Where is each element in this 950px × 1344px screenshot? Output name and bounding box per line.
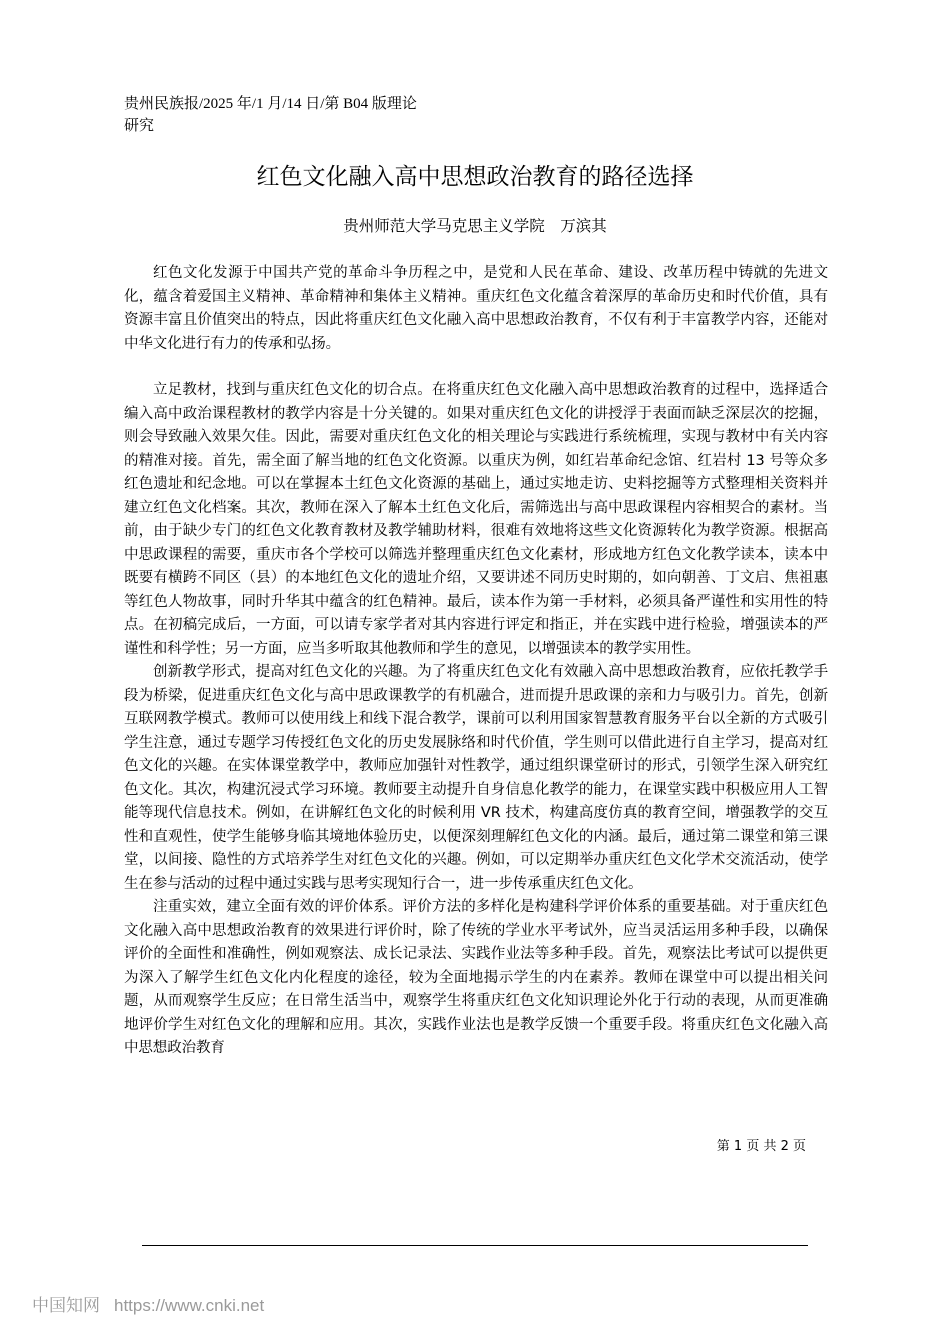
article-title: 红色文化融入高中思想政治教育的路径选择: [256, 164, 694, 190]
article-body: [124, 262, 828, 1061]
paragraph-teaching-form: 创新教学形式，提高对红色文化的兴趣。为了将重庆红色文化有效融入高中思想政治教育，应依托教学手段为桥梁，促进重庆红色文化与高中思政课教学的有机融合，进而提升思政课的亲和力与吸引力。首先，创新互联网教学模式。教师可以使用线上和线下混合教学，课前可以利用国家智慧教育服务平台以全新的方式吸引学生注意，通过专题学习传授红色文化的历史发展脉络和时代价值，学生则可以借此进行自主学习，提高对红色文化的兴趣。在实体课堂教学中，教师应加强针对性教学，通过组织课堂研讨的形式，引领学生深入研究红色文化。其次，构建沉浸式学习环境。教师要主动提升自身信息化教学的能力，在课堂实践中积极应用人工智能等现代信息技术。例如，在讲解红色文化的时候利用 VR 技术，构建高度仿真的教育空间，增强教学的交互性和直观性，使学生能够身临其境地体验历史，以便深刻理解红色文化的内涵。最后，通过第二课堂和第三课堂，以间接、隐性的方式培养学生对红色文化的兴趣。例如，可以定期举办重庆红色文化学术交流活动，使学生在参与活动的过程中通过实践与思考实现知行合一，进一步传承重庆红色文化。: [124, 664, 828, 892]
source-line: 贵州民族报/2025 年/1 月/14 日/第 B04 版理论研究: [124, 96, 417, 134]
paragraph-textbook: 立足教材，找到与重庆红色文化的切合点。在将重庆红色文化融入高中思想政治教育的过程中，选择适合编入高中政治课程教材的教学内容是十分关键的。如果对重庆红色文化的讲授浮于表面而缺乏深层次的挖掘，则会导致融入效果欠佳。因此，需要对重庆红色文化的相关理论与实践进行系统梳理，实现与教材中有关内容的精准对接。首先，需全面了解当地的红色文化资源。以重庆为例，如红岩革命纪念馆、红岩村 13 号等众多红色遗址和纪念地。可以在掌握本土红色文化资源的基础上，通过实地走访、史料挖掘等方式整理相关资料并建立红色文化档案。其次，教师在深入了解本土红色文化后，需筛选出与高中思政课程内容相契合的素材。当前，由于缺少专门的红色文化教育教材及教学辅助材料，很难有效地将这些文化资源转化为教学资源。根据高中思政课程的需要，重庆市各个学校可以筛选并整理重庆红色文化素材，形成地方红色文化教学读本，读本中既要有横跨不同区（县）的本地红色文化的遗址介绍，又要讲述不同历史时期的，如向朝善、丁文启、焦祖惠等红色人物故事，同时升华其中蕴含的红色精神。最后，读本作为第一手材料，必须具备严谨性和实用性的特点。在初稿完成后，一方面，可以请专家学者对其内容进行评定和指正，并在实践中进行检验，增强读本的严谨性和科学性；另一方面，应当多听取其他教师和学生的意见，以增强读本的教学实用性。: [124, 382, 828, 657]
footer-divider: [142, 1245, 808, 1246]
watermark-brand: 中国知网: [32, 1296, 100, 1315]
watermark: [32, 1294, 264, 1318]
page-number: 第 1 页 共 2 页: [716, 1139, 806, 1154]
article-author: 贵州师范大学马克思主义学院 万滨其: [343, 217, 607, 235]
watermark-url[interactable]: https://www.cnki.net: [114, 1296, 265, 1315]
paragraph-intro: 红色文化发源于中国共产党的革命斗争历程之中，是党和人民在革命、建设、改革历程中铸就的先进文化，蕴含着爱国主义精神、革命精神和集体主义精神。重庆红色文化蕴含着深厚的革命历史和时代价值，具有资源丰富且价值突出的特点，因此将重庆红色文化融入高中思想政治教育，不仅有利于丰富教学内容，还能对中华文化进行有力的传承和弘扬。: [124, 265, 828, 352]
paragraph-evaluation: 注重实效，建立全面有效的评价体系。评价方法的多样化是构建科学评价体系的重要基础。对于重庆红色文化融入高中思想政治教育的效果进行评价时，除了传统的学业水平考试外，应当灵活运用多种手段，以确保评价的全面性和准确性，例如观察法、成长记录法、实践作业法等多种手段。首先，观察法比考试可以提供更为深入了解学生红色文化内化程度的途径，较为全面地揭示学生的内在素养。教师在课堂中可以提出相关问题，从而观察学生反应；在日常生活当中，观察学生将重庆红色文化知识理论外化于行动的表现，从而更准确地评价学生对红色文化的理解和应用。其次，实践作业法也是教学反馈一个重要手段。将重庆红色文化融入高中思想政治教育: [124, 899, 828, 1056]
